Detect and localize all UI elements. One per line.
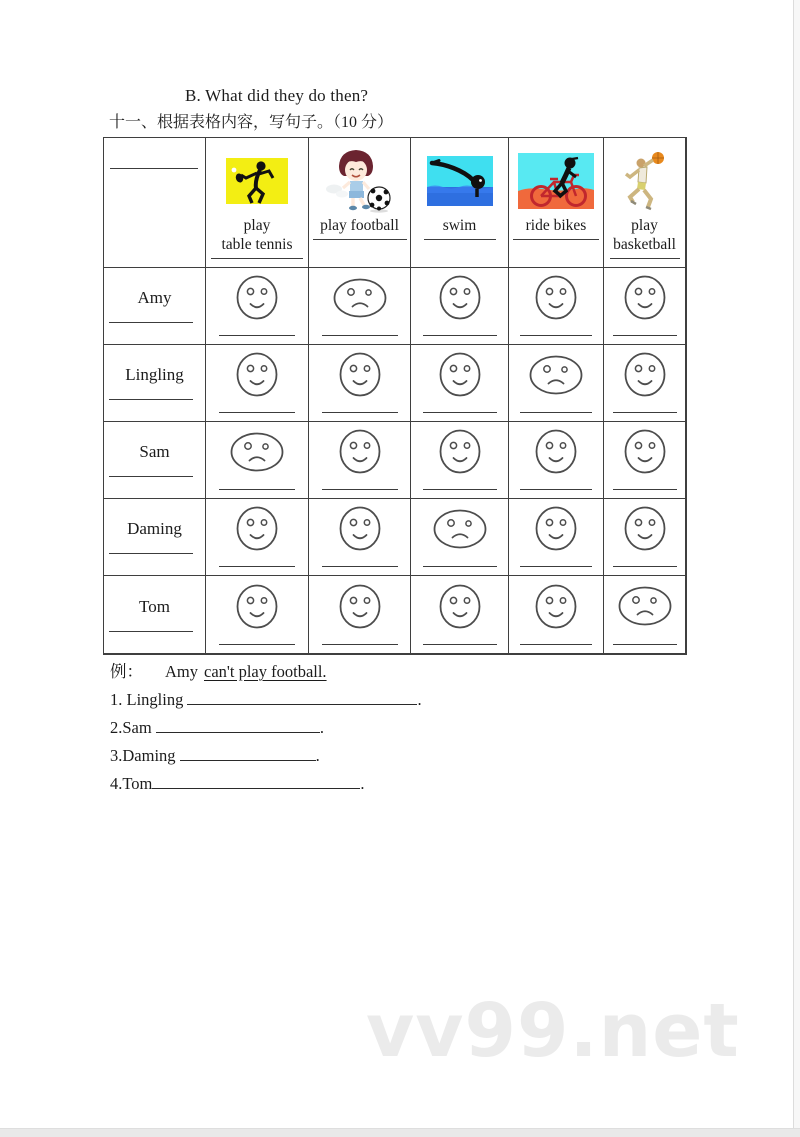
- person-name: Lingling: [125, 365, 184, 384]
- happy-face-icon: [622, 505, 668, 557]
- page-right-gutter: [794, 0, 800, 1128]
- ability-cell: [309, 576, 411, 654]
- activity-header-cell-ride-bikes: [509, 138, 604, 268]
- person-name-underline: [109, 631, 193, 632]
- question-label: 3.Daming: [110, 746, 180, 765]
- person-name-cell: [104, 268, 206, 345]
- question-line: [110, 688, 422, 716]
- activity-header-cell-football: [309, 138, 411, 268]
- ability-underline: [520, 644, 592, 645]
- ability-underline: [322, 566, 398, 567]
- happy-face-icon: [533, 505, 579, 557]
- ability-cell: [206, 576, 309, 654]
- ability-cell: [411, 499, 509, 576]
- happy-face-icon: [234, 351, 280, 403]
- corner-blank-underline: [110, 168, 198, 169]
- activity-label-line: play: [243, 217, 271, 234]
- ability-underline: [423, 644, 497, 645]
- table-tennis-icon: [226, 148, 288, 214]
- sad-face-icon: [228, 431, 286, 478]
- ability-underline: [219, 566, 295, 567]
- activity-label: [526, 216, 587, 235]
- question-label: 1. Lingling: [110, 690, 188, 709]
- activity-table: [103, 137, 687, 655]
- ability-underline: [613, 412, 677, 413]
- question-suffix: .: [319, 718, 324, 737]
- happy-face-icon: [234, 583, 280, 635]
- question-label: 4.Tom: [110, 774, 153, 793]
- watermark: vv99.net: [366, 988, 740, 1074]
- answer-blank: [187, 690, 417, 705]
- answer-blank: [156, 718, 320, 733]
- activity-header-cell-basketball: [604, 138, 686, 268]
- example-line: [110, 660, 422, 688]
- happy-face-icon: [437, 274, 483, 326]
- happy-face-icon: [622, 428, 668, 480]
- happy-face-icon: [437, 351, 483, 403]
- ability-underline: [322, 489, 398, 490]
- person-name-cell: [104, 345, 206, 422]
- happy-face-icon: [533, 428, 579, 480]
- ability-cell: [509, 345, 604, 422]
- football-icon: [323, 148, 397, 214]
- ability-cell: [206, 422, 309, 499]
- ability-cell: [604, 576, 686, 654]
- example-answer: can't play football.: [204, 662, 327, 681]
- question-suffix: .: [315, 746, 320, 765]
- ability-cell: [509, 576, 604, 654]
- ability-underline: [520, 412, 592, 413]
- answers-block: [110, 660, 422, 800]
- happy-face-icon: [234, 274, 280, 326]
- activity-label-line: play football: [320, 217, 399, 234]
- question-label: 2.Sam: [110, 718, 156, 737]
- activity-label-underline: [211, 258, 303, 259]
- exercise-b-title: B. What did they do then?: [185, 86, 369, 105]
- happy-face-icon: [622, 274, 668, 326]
- ability-underline: [322, 335, 398, 336]
- person-name-cell: [104, 576, 206, 654]
- table-corner-cell: [104, 138, 206, 268]
- ability-cell: [604, 345, 686, 422]
- ability-cell: [604, 499, 686, 576]
- answer-blank: [152, 774, 360, 789]
- swim-icon: [427, 148, 493, 214]
- ability-cell: [509, 422, 604, 499]
- person-name: Daming: [127, 519, 182, 538]
- sad-face-icon: [616, 585, 674, 632]
- happy-face-icon: [533, 583, 579, 635]
- ability-cell: [309, 345, 411, 422]
- ability-underline: [613, 644, 677, 645]
- question-lines: [110, 688, 422, 800]
- question-line: [110, 716, 422, 744]
- page-edge-line: [793, 0, 794, 1128]
- activity-label: [613, 216, 676, 254]
- answer-blank: [180, 746, 316, 761]
- happy-face-icon: [337, 583, 383, 635]
- activity-label: [320, 216, 399, 235]
- example-prefix: 例：: [110, 662, 143, 681]
- ability-underline: [613, 566, 677, 567]
- question-suffix: .: [360, 774, 365, 793]
- ability-cell: [604, 268, 686, 345]
- activity-label-line: swim: [442, 217, 477, 234]
- activity-label-line: play: [631, 217, 658, 234]
- person-name: Sam: [139, 442, 170, 461]
- activity-label-underline: [610, 258, 680, 259]
- happy-face-icon: [437, 428, 483, 480]
- person-name-cell: [104, 422, 206, 499]
- ability-cell: [309, 422, 411, 499]
- ability-underline: [520, 489, 592, 490]
- ability-cell: [309, 268, 411, 345]
- activity-label-underline: [513, 239, 599, 240]
- ability-underline: [322, 644, 398, 645]
- ability-underline: [520, 566, 592, 567]
- ability-cell: [411, 422, 509, 499]
- ability-underline: [613, 489, 677, 490]
- activity-header-cell-table-tennis: [206, 138, 309, 268]
- ability-underline: [219, 412, 295, 413]
- question-suffix: .: [417, 690, 422, 709]
- ability-cell: [411, 345, 509, 422]
- happy-face-icon: [437, 583, 483, 635]
- ability-underline: [423, 489, 497, 490]
- ability-underline: [219, 489, 295, 490]
- sad-face-icon: [431, 508, 489, 555]
- sad-face-icon: [331, 277, 389, 324]
- question-line: [110, 744, 422, 772]
- ability-underline: [423, 335, 497, 336]
- happy-face-icon: [234, 505, 280, 557]
- section-title: 十一、根据表格内容，写句子。（10 分）: [109, 114, 394, 131]
- ability-underline: [423, 566, 497, 567]
- activity-label-line: table tennis: [221, 236, 293, 253]
- happy-face-icon: [533, 274, 579, 326]
- person-name: Tom: [139, 596, 170, 616]
- happy-face-icon: [337, 351, 383, 403]
- activity-label: [221, 216, 292, 254]
- ability-cell: [206, 499, 309, 576]
- viewer-bottom-strip: [0, 1128, 800, 1137]
- ability-cell: [309, 499, 411, 576]
- activity-label-underline: [313, 239, 407, 240]
- question-line: [110, 772, 422, 800]
- ride-bikes-icon: [518, 148, 594, 214]
- activity-label: [443, 216, 477, 235]
- ability-cell: [411, 268, 509, 345]
- ability-underline: [520, 335, 592, 336]
- person-name-cell: [104, 499, 206, 576]
- happy-face-icon: [622, 351, 668, 403]
- activity-label-underline: [424, 239, 496, 240]
- ability-cell: [509, 499, 604, 576]
- activity-label-line: basketball: [613, 236, 676, 253]
- person-name-underline: [109, 322, 193, 323]
- activity-label-line: ride bikes: [525, 217, 587, 234]
- happy-face-icon: [337, 428, 383, 480]
- sad-face-icon: [527, 354, 585, 401]
- ability-underline: [423, 412, 497, 413]
- happy-face-icon: [337, 505, 383, 557]
- ability-underline: [322, 412, 398, 413]
- ability-cell: [604, 422, 686, 499]
- person-name-underline: [109, 553, 193, 554]
- ability-cell: [206, 345, 309, 422]
- ability-cell: [206, 268, 309, 345]
- basketball-icon: [620, 148, 670, 214]
- person-name: Amy: [137, 288, 172, 307]
- ability-cell: [411, 576, 509, 654]
- ability-underline: [219, 644, 295, 645]
- example-name: Amy: [165, 662, 198, 681]
- person-name-underline: [109, 476, 193, 477]
- person-name-underline: [109, 399, 193, 400]
- ability-underline: [219, 335, 295, 336]
- activity-header-cell-swim: [411, 138, 509, 268]
- ability-underline: [613, 335, 677, 336]
- ability-cell: [509, 268, 604, 345]
